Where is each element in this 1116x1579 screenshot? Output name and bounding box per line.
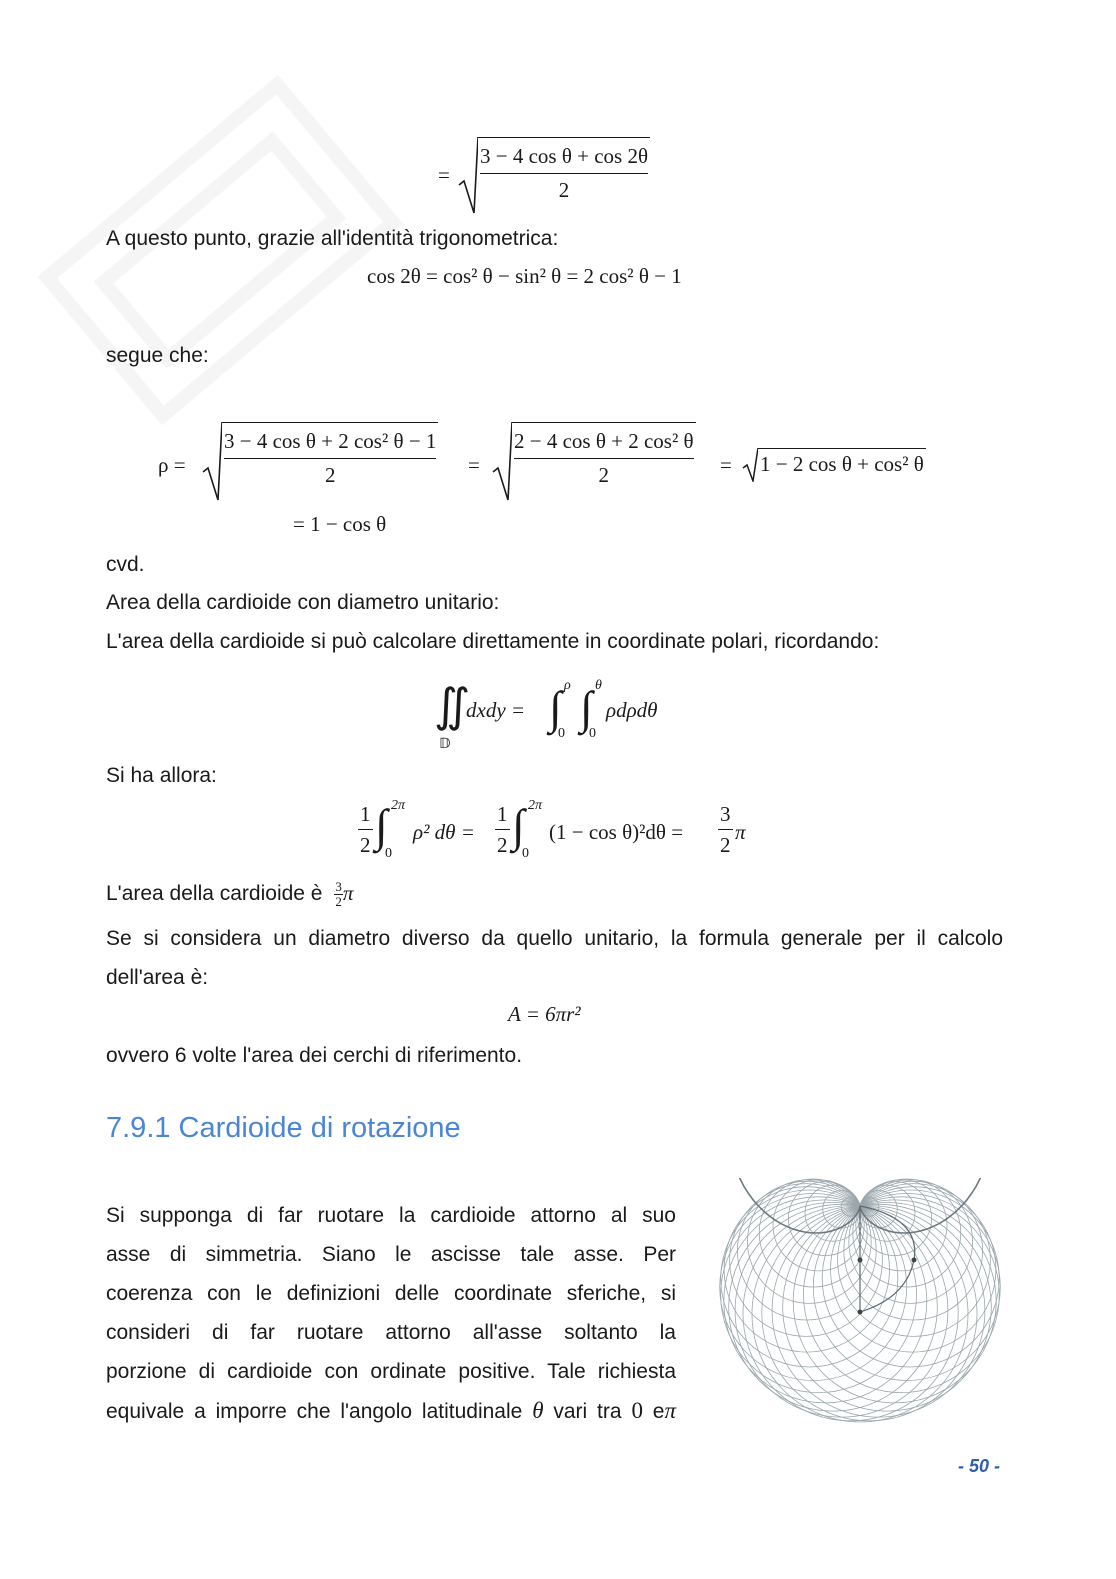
equation-result: = 1 − cos θ (293, 512, 387, 536)
fraction-denominator: 2 (497, 833, 508, 857)
paragraph-5: L'area della cardioide si può calcolare direttamente in coordinate polari, ricordando: (106, 630, 880, 653)
sqrt-symbol (742, 446, 758, 482)
fraction-denominator: 2 (360, 833, 371, 857)
fraction-half (358, 802, 373, 858)
section-heading: 7.9.1 Cardioide di rotazione (106, 1112, 461, 1144)
paragraph-6: Si ha allora: (106, 764, 217, 787)
sqrt-symbol (202, 420, 222, 502)
fraction-1 (222, 422, 438, 488)
cardioid-rotation-figure (716, 1178, 1006, 1423)
inline-fraction (334, 880, 343, 909)
pi-symbol: π (735, 820, 746, 844)
fraction-numerator: 2 − 4 cos θ + 2 cos² θ (514, 429, 694, 459)
double-integral-sign: ∬ (434, 680, 471, 731)
fraction (478, 137, 650, 203)
section-line-5: porzione di cardioide con ordinate positive. Tale richiesta (106, 1360, 676, 1383)
section-paragraph (106, 1196, 676, 1431)
pi-symbol: π (342, 881, 354, 905)
integrand: dxdy = (466, 698, 526, 722)
lower-limit: 0 (589, 726, 596, 741)
integral-sign: ∫ (549, 682, 562, 733)
integral-domain: 𝔻 (439, 737, 451, 752)
paragraph-9: ovvero 6 volte l'area dei cerchi di riferimento. (106, 1044, 523, 1067)
fraction-numerator: 1 (495, 802, 510, 830)
integrand: ρdρdθ (606, 698, 658, 722)
paragraph-1: A questo punto, grazie all'identità trigonometrica: (106, 227, 559, 250)
equation-identity: cos 2θ = cos² θ − sin² θ = 2 cos² θ − 1 (367, 264, 682, 288)
integral-sign: ∫ (512, 800, 525, 851)
rho-equals: ρ = (158, 453, 186, 477)
equation-rho (158, 420, 958, 504)
upper-limit: ρ (564, 678, 571, 693)
sqrt-symbol (458, 135, 478, 215)
equals-sign: = (468, 453, 480, 477)
fraction-numerator: 3 (335, 878, 342, 894)
fraction-numerator: 3 − 4 cos θ + 2 cos² θ − 1 (224, 429, 436, 459)
fraction-denominator: 2 (324, 463, 336, 487)
text-fragment: e (652, 1400, 665, 1423)
theta-symbol: θ (532, 1398, 544, 1423)
section-line-4: consideri di far ruotare attorno all'asse soltanto la (106, 1321, 676, 1344)
upper-limit: 2π (391, 798, 406, 813)
fraction-denominator: 2 (598, 463, 610, 487)
sqrt-symbol (492, 420, 512, 502)
text-fragment: equivale a imporre che l'angolo latitudinale (106, 1400, 523, 1423)
fraction-half (495, 802, 510, 858)
lower-limit: 0 (385, 846, 392, 861)
lower-limit: 0 (558, 726, 565, 741)
fraction-denominator: 2 (335, 893, 342, 909)
fraction-result (718, 802, 733, 858)
equals-sign: = (438, 163, 450, 187)
integrand: ρ² dθ = (413, 820, 475, 844)
integral-sign: ∫ (375, 800, 388, 851)
fraction-2 (512, 422, 696, 488)
fraction-numerator: 3 (718, 802, 733, 830)
pi-symbol: π (664, 1398, 677, 1423)
fraction-numerator: 3 − 4 cos θ + cos 2θ (480, 144, 648, 174)
upper-limit: 2π (528, 798, 543, 813)
upper-limit: θ (595, 678, 602, 693)
paragraph-8-line-1: Se si considera un diametro diverso da quello unitario, la formula generale per il calcolo (106, 927, 1003, 950)
lower-limit: 0 (522, 846, 529, 861)
section-line-1: Si supponga di far ruotare la cardioide attorno al suo (106, 1204, 676, 1227)
equals-sign: = (720, 453, 732, 477)
paragraph-2: segue che: (106, 344, 209, 367)
paragraph-7 (106, 874, 353, 913)
section-line-3: coerenza con le definizioni delle coordinate sferiche, si (106, 1282, 676, 1305)
integral-sign: ∫ (580, 682, 593, 733)
page-number: - 50 - (958, 1456, 1001, 1476)
fraction-denominator: 2 (720, 833, 731, 857)
integrand: (1 − cos θ)²dθ = (549, 820, 684, 844)
zero-symbol: 0 (631, 1398, 643, 1423)
paragraph-7-text: L'area della cardioide è (106, 882, 323, 905)
equation-area (355, 800, 775, 870)
paragraph-3: cvd. (106, 553, 145, 576)
fraction-denominator: 2 (558, 178, 570, 202)
fraction-numerator: 1 (358, 802, 373, 830)
text-fragment: vari tra (553, 1400, 622, 1423)
equation-double-integral (434, 676, 694, 760)
section-line-6 (106, 1391, 676, 1431)
sqrt-radicand: 1 − 2 cos θ + cos² θ (758, 448, 926, 477)
section-line-2: asse di simmetria. Siano le ascisse tale asse. Per (106, 1243, 676, 1266)
paragraph-8-line-2: dell'area è: (106, 966, 209, 989)
equation-general: A = 6πr² (508, 1002, 581, 1026)
paragraph-4: Area della cardioide con diametro unitario: (106, 591, 500, 614)
